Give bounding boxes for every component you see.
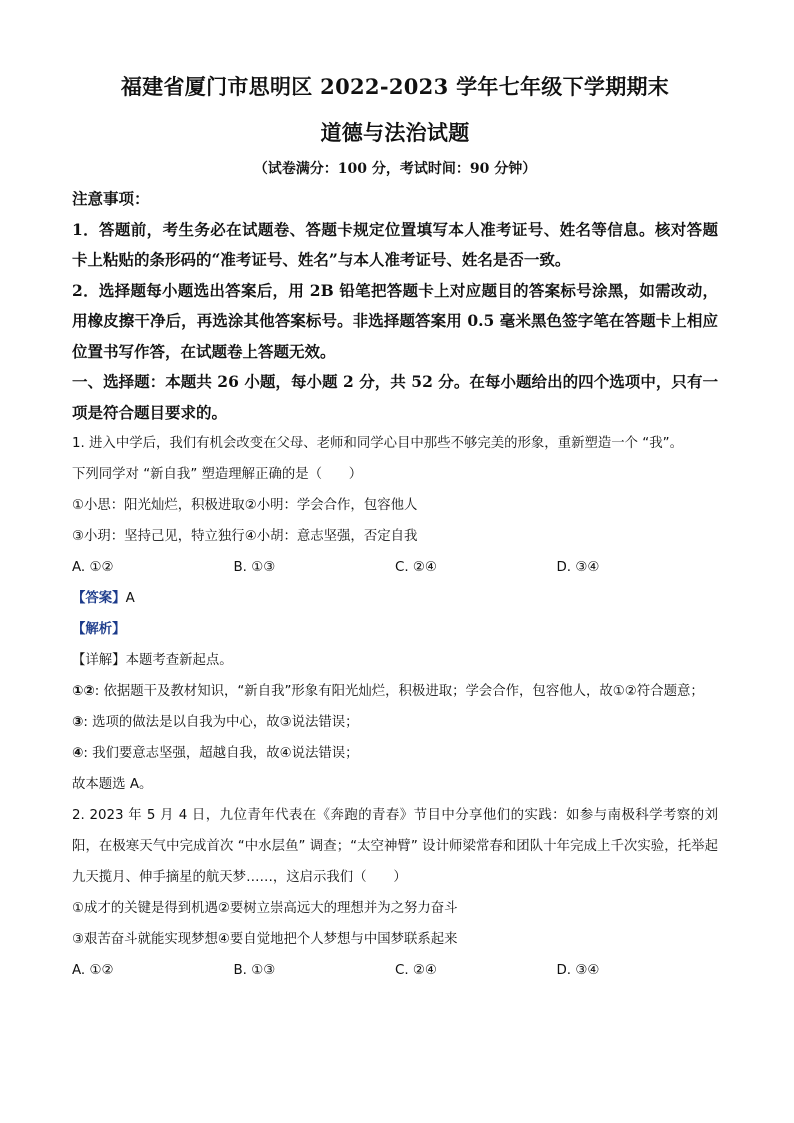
explanation-3-mark: ④ [72,746,84,761]
question-1-statements-1: ①小思：阳光灿烂，积极进取②小明：学会合作，包容他人 [72,498,418,513]
question-1 [72,428,718,800]
question-1-options [72,552,718,583]
question-1-stem-line-1: 1. 进入中学后，我们有机会改变在父母、老师和同学心目中那些不够完美的形象，重新塑造一个 “我”。 [72,436,683,451]
question-2-options [72,955,718,986]
explanation-3 [72,738,718,769]
explanation-2-text: : 选项的做法是以自我为中心，故③说法错误； [83,715,359,730]
option-c: C. ②④ [395,560,437,575]
detail-line [72,645,718,676]
detail-text: 本题考查新起点。 [125,653,233,668]
question-2-statements-2: ③艰苦奋斗就能实现梦想④要自觉地把个人梦想与中国梦联系起来 [72,932,458,947]
option-c: C. ②④ [395,963,437,978]
notes-heading: 注意事项： [72,189,150,208]
exam-info: （试卷满分：100 分，考试时间：90 分钟） [253,161,537,177]
option-b: B. ①③ [233,560,276,575]
notes-item-2: 2．选择题每小题选出答案后，用 2B 铅笔把答题卡上对应题目的答案标号涂黑，如需改动，用橡皮擦干净后，再选涂其他答案标号。非选择题答案用 0.5 毫米黑色签字笔在答题卡上相应位置书写作答，在试题卷上答题无效。 [72,280,718,361]
conclusion: 故本题选 A。 [72,777,153,792]
question-2-statements-1: ①成才的关键是得到机遇②要树立崇高远大的理想并为之努力奋斗 [72,901,458,916]
answer-line [72,583,718,614]
section-1-heading: 一、选择题：本题共 26 小题，每小题 2 分，共 52 分。在每小题给出的四个选项中，只有一项是符合题目要求的。 [72,372,718,422]
explanation-2-mark: ③ [72,715,84,730]
question-1-statements-2: ③小玥：坚持己见，特立独行④小胡：意志坚强，否定自我 [72,529,418,544]
answer-value: A [125,591,135,606]
explanation-1-text: : 依据题干及教材知识，“新自我”形象有阳光灿烂，积极进取；学会合作，包容他人，故①②符合题意； [94,684,704,699]
analysis-line [72,614,718,645]
question-2-stem: 2. 2023 年 5 月 4 日，九位青年代表在《奔跑的青春》节目中分享他们的实践：如参与南极科学考察的刘阳，在极寒天气中完成首次 “中水层鱼” 调查；“太空神臂” 设计师梁常春和团队十年完成上千次实验，托举起九天揽月、伸手摘星的航天梦……，这启示我们（ ） [72,808,718,885]
question-1-stem-line-2: 下列同学对 “新自我” 塑造理解正确的是（ ） [72,467,363,482]
exam-page [72,64,718,986]
option-a: A. ①② [72,560,114,575]
notes-section [72,184,718,367]
explanation-2 [72,707,718,738]
option-d: D. ③④ [556,963,600,978]
option-d: D. ③④ [556,560,600,575]
analysis-tag: 【解析】 [72,622,126,637]
exam-subject-title: 道德与法治试题 [320,120,470,145]
option-b: B. ①③ [233,963,276,978]
exam-title: 福建省厦门市思明区 2022-2023 学年七年级下学期期末 [120,74,670,99]
detail-tag: 【详解】 [72,653,126,668]
explanation-3-text: : 我们要意志坚强，超越自我，故④说法错误； [83,746,359,761]
question-2 [72,800,718,986]
option-a: A. ①② [72,963,114,978]
explanation-1-mark: ①② [72,684,95,699]
notes-item-1: 1．答题前，考生务必在试题卷、答题卡规定位置填写本人准考证号、姓名等信息。核对答题卡上粘贴的条形码的“准考证号、姓名”与本人准考证号、姓名是否一致。 [72,219,718,269]
answer-tag: 【答案】 [72,591,126,606]
explanation-1 [72,676,718,707]
